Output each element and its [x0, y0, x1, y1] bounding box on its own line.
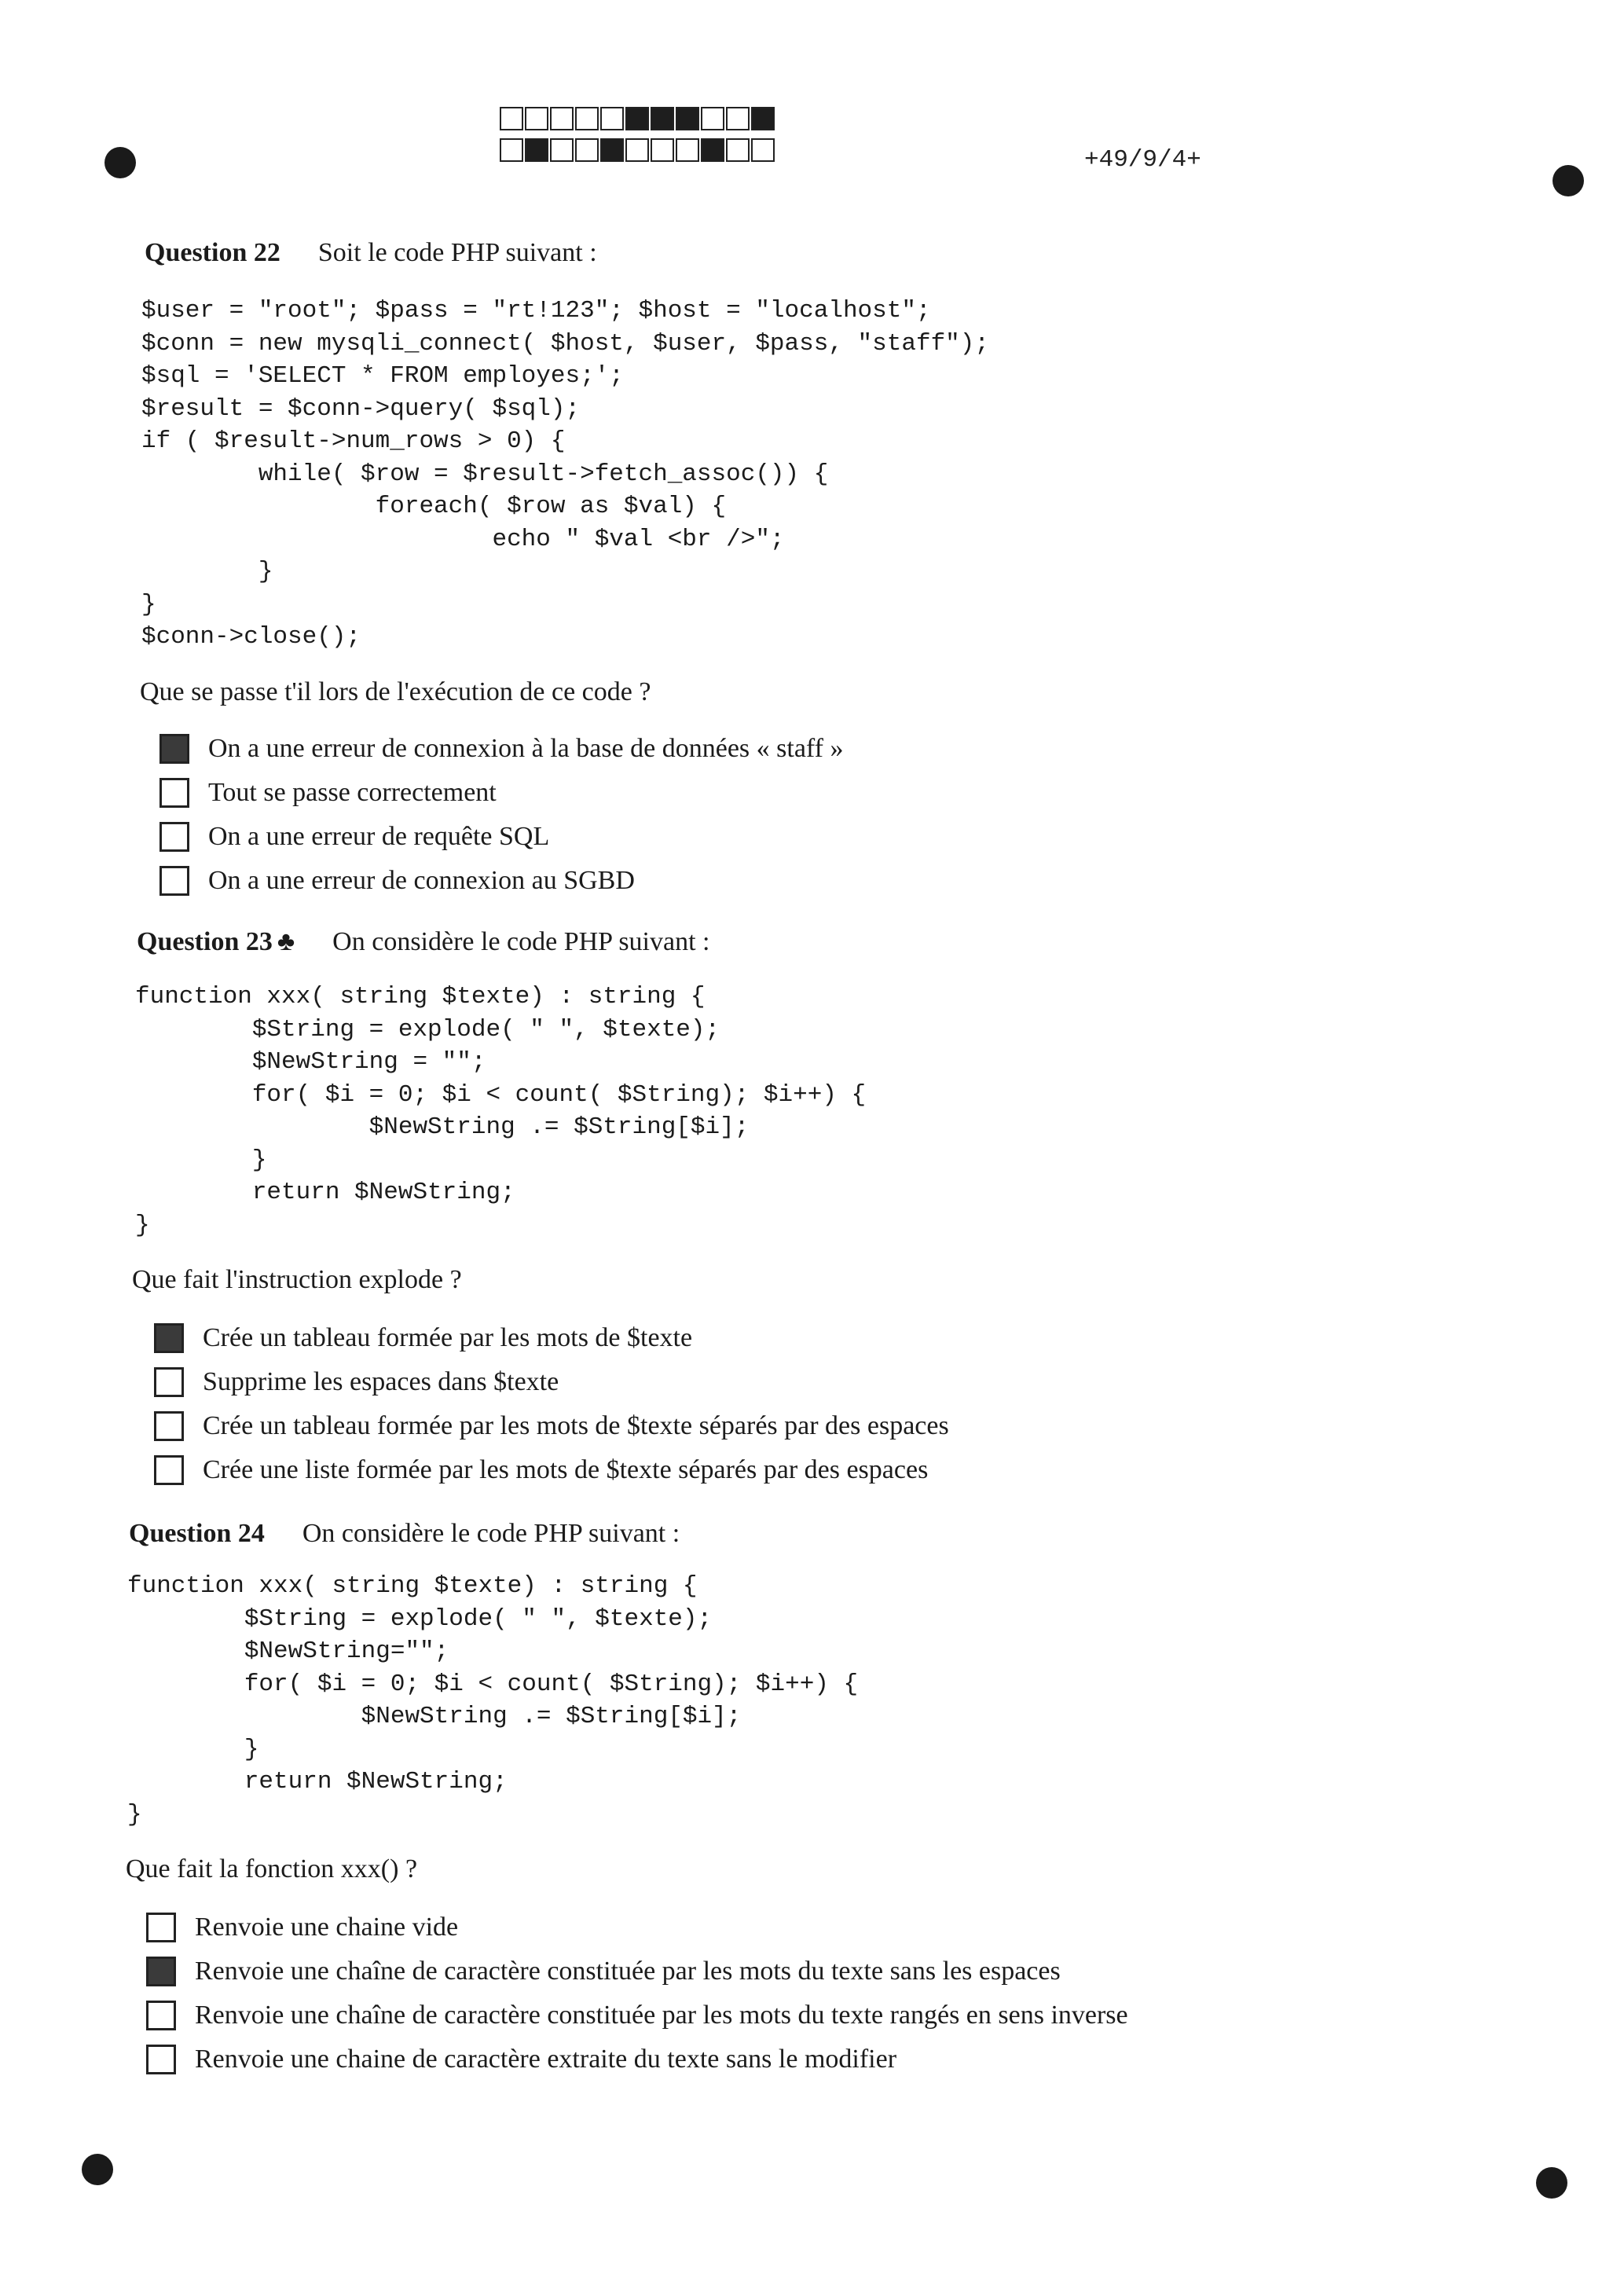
option-label: Renvoie une chaîne de caractère constituée par les mots du texte sans les espaces: [195, 1957, 1061, 1986]
barcode-row-2: [500, 138, 776, 162]
option-label: On a une erreur de connexion à la base de données « staff »: [208, 734, 844, 763]
option-label: On a une erreur de requête SQL: [208, 822, 550, 851]
barcode-cell: [600, 107, 624, 130]
barcode-cell: [550, 138, 574, 162]
barcode-cell: [500, 107, 523, 130]
barcode-cell: [600, 138, 624, 162]
checkbox[interactable]: [159, 778, 189, 808]
question-intro: On considère le code PHP suivant :: [332, 927, 710, 956]
barcode-row-1: [500, 107, 776, 130]
page-id: +49/9/4+: [1084, 146, 1201, 174]
question-23-header: [137, 927, 710, 957]
checkbox[interactable]: [159, 734, 189, 764]
option-label: Tout se passe correctement: [208, 778, 497, 807]
question-23-options: [154, 1316, 949, 1492]
barcode-cell: [751, 138, 775, 162]
barcode-cell: [575, 138, 599, 162]
checkbox[interactable]: [146, 2045, 176, 2074]
option-label: Renvoie une chaine vide: [195, 1913, 459, 1942]
option-label: Renvoie une chaine de caractère extraite du texte sans le modifier: [195, 2045, 897, 2074]
question-number: Question 23: [137, 927, 273, 956]
option[interactable]: [154, 1404, 949, 1448]
barcode-cell: [726, 107, 750, 130]
checkbox[interactable]: [146, 1957, 176, 1986]
barcode-cell: [751, 107, 775, 130]
option[interactable]: [146, 1905, 1128, 1949]
checkbox[interactable]: [146, 2001, 176, 2030]
checkbox[interactable]: [159, 822, 189, 852]
checkbox[interactable]: [154, 1323, 184, 1353]
option[interactable]: [154, 1316, 949, 1360]
barcode-cell: [651, 138, 674, 162]
registration-mark-top-left: [104, 147, 136, 178]
option[interactable]: [159, 727, 843, 771]
registration-mark-bottom-right: [1536, 2167, 1567, 2199]
question-24-code: function xxx( string $texte) : string { $String = explode( " ", $texte); $NewString=""; for( $i = 0; $i < count( $String); $i++) { $NewString .= $String[$i]; } return $NewString; }: [127, 1572, 859, 1828]
question-22-prompt: Que se passe t'il lors de l'exécution de ce code ?: [140, 677, 651, 706]
barcode-cell: [701, 107, 724, 130]
registration-mark-top-right: [1553, 165, 1584, 196]
question-24-options: [146, 1905, 1128, 2081]
checkbox[interactable]: [146, 1913, 176, 1942]
barcode-cell: [726, 138, 750, 162]
barcode-cell: [701, 138, 724, 162]
option-label: Renvoie une chaîne de caractère constituée par les mots du texte rangés en sens inverse: [195, 2001, 1128, 2030]
option[interactable]: [159, 815, 843, 859]
club-icon: ♣: [277, 927, 295, 956]
question-number: Question 22: [145, 238, 280, 267]
question-23-code: function xxx( string $texte) : string { $String = explode( " ", $texte); $NewString = ""; for( $i = 0; $i < count( $String); $i++) { $NewString .= $String[$i]; } return $NewString; }: [135, 983, 867, 1239]
option[interactable]: [146, 1949, 1128, 1993]
option-label: Supprime les espaces dans $texte: [203, 1367, 559, 1396]
question-22-options: [159, 727, 843, 903]
barcode-cell: [625, 107, 649, 130]
checkbox[interactable]: [154, 1455, 184, 1485]
barcode-cell: [676, 138, 699, 162]
question-intro: On considère le code PHP suivant :: [302, 1519, 680, 1548]
barcode-cell: [625, 138, 649, 162]
barcode-cell: [676, 107, 699, 130]
option-label: Crée une liste formée par les mots de $texte séparés par des espaces: [203, 1455, 929, 1484]
option[interactable]: [159, 859, 843, 903]
barcode-cell: [500, 138, 523, 162]
option[interactable]: [146, 2037, 1128, 2081]
checkbox[interactable]: [159, 866, 189, 896]
option[interactable]: [154, 1360, 949, 1404]
option-label: Crée un tableau formée par les mots de $texte séparés par des espaces: [203, 1411, 949, 1440]
question-24-prompt: Que fait la fonction xxx() ?: [126, 1854, 418, 1883]
question-number: Question 24: [129, 1519, 265, 1548]
barcode-cell: [525, 138, 548, 162]
option[interactable]: [159, 771, 843, 815]
question-intro: Soit le code PHP suivant :: [317, 238, 597, 267]
barcode-cell: [651, 107, 674, 130]
checkbox[interactable]: [154, 1411, 184, 1441]
barcode-cell: [575, 107, 599, 130]
checkbox[interactable]: [154, 1367, 184, 1397]
option-label: On a une erreur de connexion au SGBD: [208, 866, 635, 895]
question-22-code: $user = "root"; $pass = "rt!123"; $host = "localhost"; $conn = new mysqli_connect( $host, $user, $pass, "staff"); $sql = 'SELECT * FROM employes;'; $result = $conn->query( $sql); if ( $result->num_rows > 0) { while( $row = $result->fetch_assoc()) { foreach( $row as $val) { echo " $val <br />"; } } $conn->close();: [141, 297, 989, 651]
option[interactable]: [146, 1993, 1128, 2037]
question-23-prompt: Que fait l'instruction explode ?: [132, 1265, 462, 1294]
option[interactable]: [154, 1448, 949, 1492]
question-22-header: [145, 238, 597, 268]
registration-mark-bottom-left: [82, 2154, 113, 2185]
option-label: Crée un tableau formée par les mots de $texte: [203, 1323, 693, 1352]
barcode-cell: [550, 107, 574, 130]
question-24-header: [129, 1519, 680, 1549]
barcode-cell: [525, 107, 548, 130]
